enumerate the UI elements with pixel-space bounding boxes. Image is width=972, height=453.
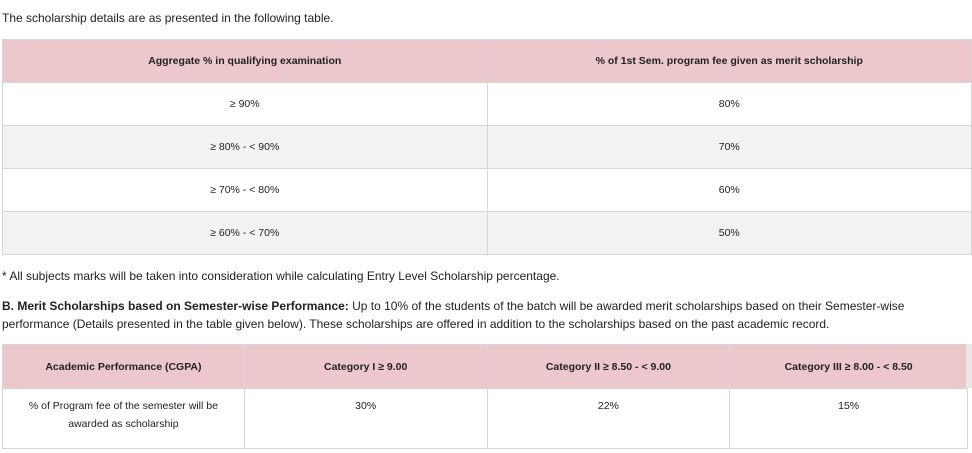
cell-fee-percent: 60%	[487, 169, 972, 212]
semester-scholarship-table	[2, 344, 968, 449]
column-header-category-2: Category II ≥ 8.50 - < 9.00	[487, 345, 730, 389]
table-row	[3, 389, 968, 449]
entry-scholarship-table	[2, 39, 972, 255]
cell-aggregate: ≥ 90%	[3, 83, 488, 126]
cell-fee-percent: 50%	[487, 212, 972, 255]
cell-category-3-value: 15%	[730, 389, 968, 449]
table-scrollbar[interactable]	[966, 344, 972, 388]
section-b-title: B. Merit Scholarships based on Semester-wise Performance:	[2, 299, 349, 313]
section-b-body: Up to 10% of the students of the batch will be awarded merit scholarships based on their Semester-wise performance (Details presented in the table given below). These scholarships are offered in addition to the scholarships based on the past academic record.	[2, 299, 905, 331]
column-header-fee-percent: % of 1st Sem. program fee given as merit scholarship	[487, 40, 972, 83]
cell-category-1-value: 30%	[244, 389, 487, 449]
row-label-line-2: awarded as scholarship	[68, 418, 179, 430]
table-row	[3, 126, 972, 169]
intro-text: The scholarship details are as presented in the following table.	[2, 11, 334, 25]
cell-aggregate: ≥ 80% - < 90%	[3, 126, 488, 169]
cell-fee-percent: 70%	[487, 126, 972, 169]
row-label-line-1: % of Program fee of the semester will be	[28, 400, 218, 412]
section-b-paragraph	[2, 297, 968, 333]
table-header-row	[3, 345, 968, 389]
table-row	[3, 212, 972, 255]
table-header-row	[3, 40, 972, 83]
cell-aggregate: ≥ 70% - < 80%	[3, 169, 488, 212]
cell-aggregate: ≥ 60% - < 70%	[3, 212, 488, 255]
cell-fee-percent: 80%	[487, 83, 972, 126]
cell-row-label	[3, 389, 245, 449]
note-text: * All subjects marks will be taken into consideration while calculating Entry Level Scholarship percentage.	[2, 269, 560, 283]
column-header-aggregate: Aggregate % in qualifying examination	[3, 40, 488, 83]
cell-category-2-value: 22%	[487, 389, 730, 449]
table-row	[3, 169, 972, 212]
column-header-category-3: Category III ≥ 8.00 - < 8.50	[730, 345, 968, 389]
column-header-academic-performance: Academic Performance (CGPA)	[3, 345, 245, 389]
column-header-category-1: Category I ≥ 9.00	[244, 345, 487, 389]
table-row	[3, 83, 972, 126]
